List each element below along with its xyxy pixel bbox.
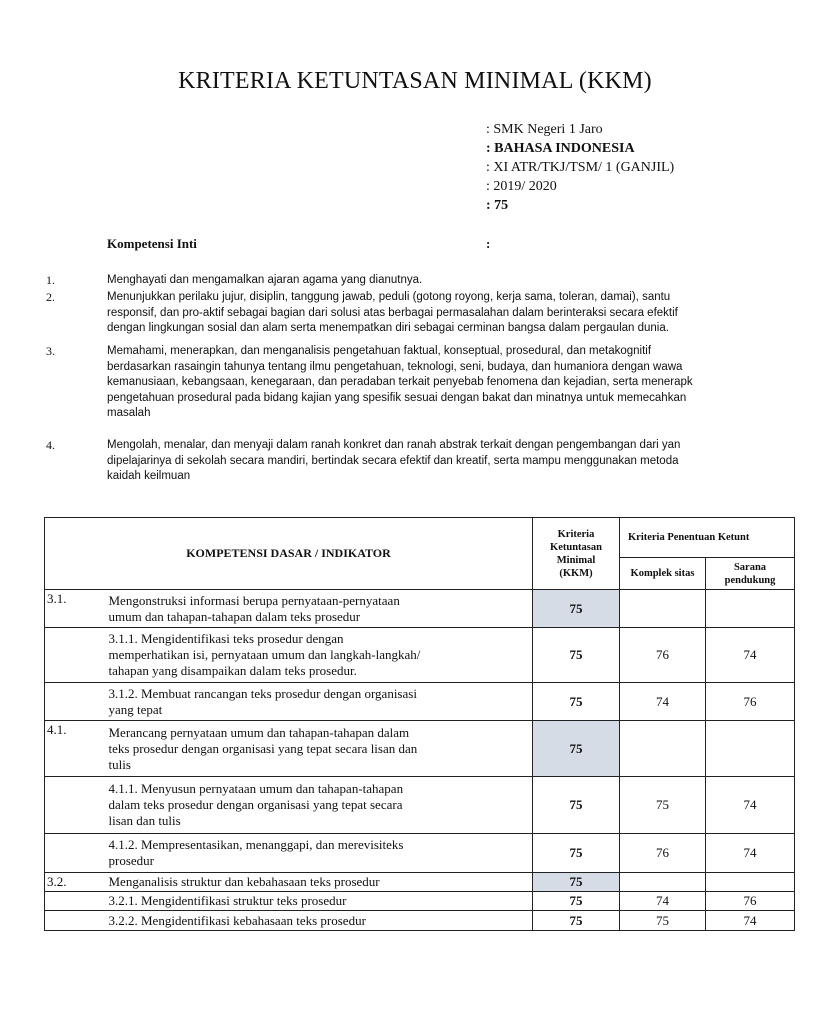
info-subject: : BAHASA INDONESIA xyxy=(486,141,635,156)
kkm-value: 75 xyxy=(533,590,620,628)
kd-code xyxy=(45,834,105,873)
info-year: : 2019/ 2020 xyxy=(486,179,557,194)
kompleksitas-value: 74 xyxy=(620,892,706,911)
sarana-value: 74 xyxy=(706,628,795,683)
kd-description: 4.1.2. Mempresentasikan, menanggapi, dan merevisiteks prosedur xyxy=(105,834,533,873)
kd-description: Mengonstruksi informasi berupa pernyataan-pernyataan umum dan tahapan-tahapan dalam teks prosedur xyxy=(105,590,533,628)
header-kriteria-penentuan: Kriteria Penentuan Ketunt xyxy=(620,518,795,558)
header-sarana: Sarana pendukung xyxy=(706,558,795,590)
kompleksitas-value: 76 xyxy=(620,628,706,683)
table-row xyxy=(45,777,795,834)
ki-text: Menghayati dan mengamalkan ajaran agama yang dianutnya. xyxy=(107,274,423,286)
table-row xyxy=(45,834,795,873)
table-row xyxy=(45,892,795,911)
kd-description: 3.2.2. Mengidentifikasi kebahasaan teks prosedur xyxy=(105,911,533,931)
kompleksitas-value xyxy=(620,873,706,892)
sarana-value: 76 xyxy=(706,683,795,721)
kd-code xyxy=(45,777,105,834)
kd-code xyxy=(45,911,105,931)
header-kompleksitas: Komplek sitas xyxy=(620,558,706,590)
sarana-value: 74 xyxy=(706,834,795,873)
sarana-value: 76 xyxy=(706,892,795,911)
kd-code xyxy=(45,892,105,911)
kd-description: 4.1.1. Menyusun pernyataan umum dan tahapan-tahapan dalam teks prosedur dengan organisasi yang tepat secara lisan dan tulis xyxy=(105,777,533,834)
sarana-value xyxy=(706,590,795,628)
kkm-value: 75 xyxy=(533,777,620,834)
table-row xyxy=(45,628,795,683)
header-kkm: Kriteria Ketuntasan Minimal (KKM) xyxy=(533,518,620,590)
sarana-value: 74 xyxy=(706,911,795,931)
table-row xyxy=(45,721,795,777)
table-row xyxy=(45,873,795,892)
kd-description: 3.1.1. Mengidentifikasi teks prosedur dengan memperhatikan isi, pernyataan umum dan langkah-langkah/ tahapan yang disampaikan dalam teks prosedur. xyxy=(105,628,533,683)
kd-code xyxy=(45,683,105,721)
table-row xyxy=(45,683,795,721)
kompetensi-inti-colon: : xyxy=(486,236,491,251)
page-title: KRITERIA KETUNTASAN MINIMAL (KKM) xyxy=(178,68,652,94)
table-row xyxy=(45,911,795,931)
sarana-value: 74 xyxy=(706,777,795,834)
ki-number: 1. xyxy=(46,273,55,287)
kkm-value: 75 xyxy=(533,892,620,911)
info-school: : SMK Negeri 1 Jaro xyxy=(486,122,603,137)
kd-description: Merancang pernyataan umum dan tahapan-tahapan dalam teks prosedur dengan organisasi yang tepat secara lisan dan tulis xyxy=(105,721,533,777)
ki-text: Memahami, menerapkan, dan menganalisis pengetahuan faktual, konseptual, prosedural, dan metakognitif berdasarkan rasaingin tahunya tentang ilmu pengetahuan, teknologi, seni, budaya, dan humaniora dengan wawa kemanusiaan, kebangsaan, kenegaraan, dan peradaban terkait penyebab fenomena dan kejadian, serta menerapk pengetahuan prosedural pada bidang kajian yang spesifik sesuai dengan bakat dan minatnya untuk memecahkan masalah xyxy=(107,345,693,419)
kd-code: 3.1. xyxy=(45,590,105,628)
kompleksitas-value xyxy=(620,590,706,628)
kkm-value: 75 xyxy=(533,834,620,873)
kompleksitas-value: 76 xyxy=(620,834,706,873)
info-kkm: : 75 xyxy=(486,198,509,213)
kkm-value: 75 xyxy=(533,911,620,931)
ki-number: 2. xyxy=(46,290,55,304)
sarana-value xyxy=(706,721,795,777)
kkm-value: 75 xyxy=(533,628,620,683)
kompleksitas-value: 74 xyxy=(620,683,706,721)
info-class: : XI ATR/TKJ/TSM/ 1 (GANJIL) xyxy=(486,160,675,175)
ki-number: 4. xyxy=(46,438,55,452)
ki-text: Mengolah, menalar, dan menyaji dalam ranah konkret dan ranah abstrak terkait dengan pengembangan dari yan dipelajarinya di sekolah secara mandiri, bertindak secara efektif dan kreatif, serta mampu menggunakan metoda kaidah keilmuan xyxy=(107,439,681,482)
sarana-value xyxy=(706,873,795,892)
header-kompetensi-dasar: KOMPETENSI DASAR / INDIKATOR xyxy=(45,518,533,590)
kd-description: Menganalisis struktur dan kebahasaan teks prosedur xyxy=(105,873,533,892)
ki-number: 3. xyxy=(46,344,55,358)
kompetensi-inti-label: Kompetensi Inti xyxy=(107,236,197,251)
kkm-value: 75 xyxy=(533,683,620,721)
kompleksitas-value: 75 xyxy=(620,777,706,834)
ki-text: Menunjukkan perilaku jujur, disiplin, tanggung jawab, peduli (gotong royong, kerja sama, toleran, damai), santu responsif, dan pro-aktif sebagai bagian dari solusi atas berbagai permasalahan dalam berinteraksi secara efektif dengan lingkungan sosial dan alam serta menempatkan diri sebagai cerminan bangsa dalam pergaulan dunia. xyxy=(107,291,678,334)
kkm-value: 75 xyxy=(533,873,620,892)
kd-description: 3.1.2. Membuat rancangan teks prosedur dengan organisasi yang tepat xyxy=(105,683,533,721)
kompleksitas-value: 75 xyxy=(620,911,706,931)
kd-code xyxy=(45,628,105,683)
kkm-value: 75 xyxy=(533,721,620,777)
kd-code: 3.2. xyxy=(45,873,105,892)
kkm-table xyxy=(44,517,795,931)
kd-description: 3.2.1. Mengidentifikasi struktur teks prosedur xyxy=(105,892,533,911)
table-row xyxy=(45,590,795,628)
kd-code: 4.1. xyxy=(45,721,105,777)
kompleksitas-value xyxy=(620,721,706,777)
